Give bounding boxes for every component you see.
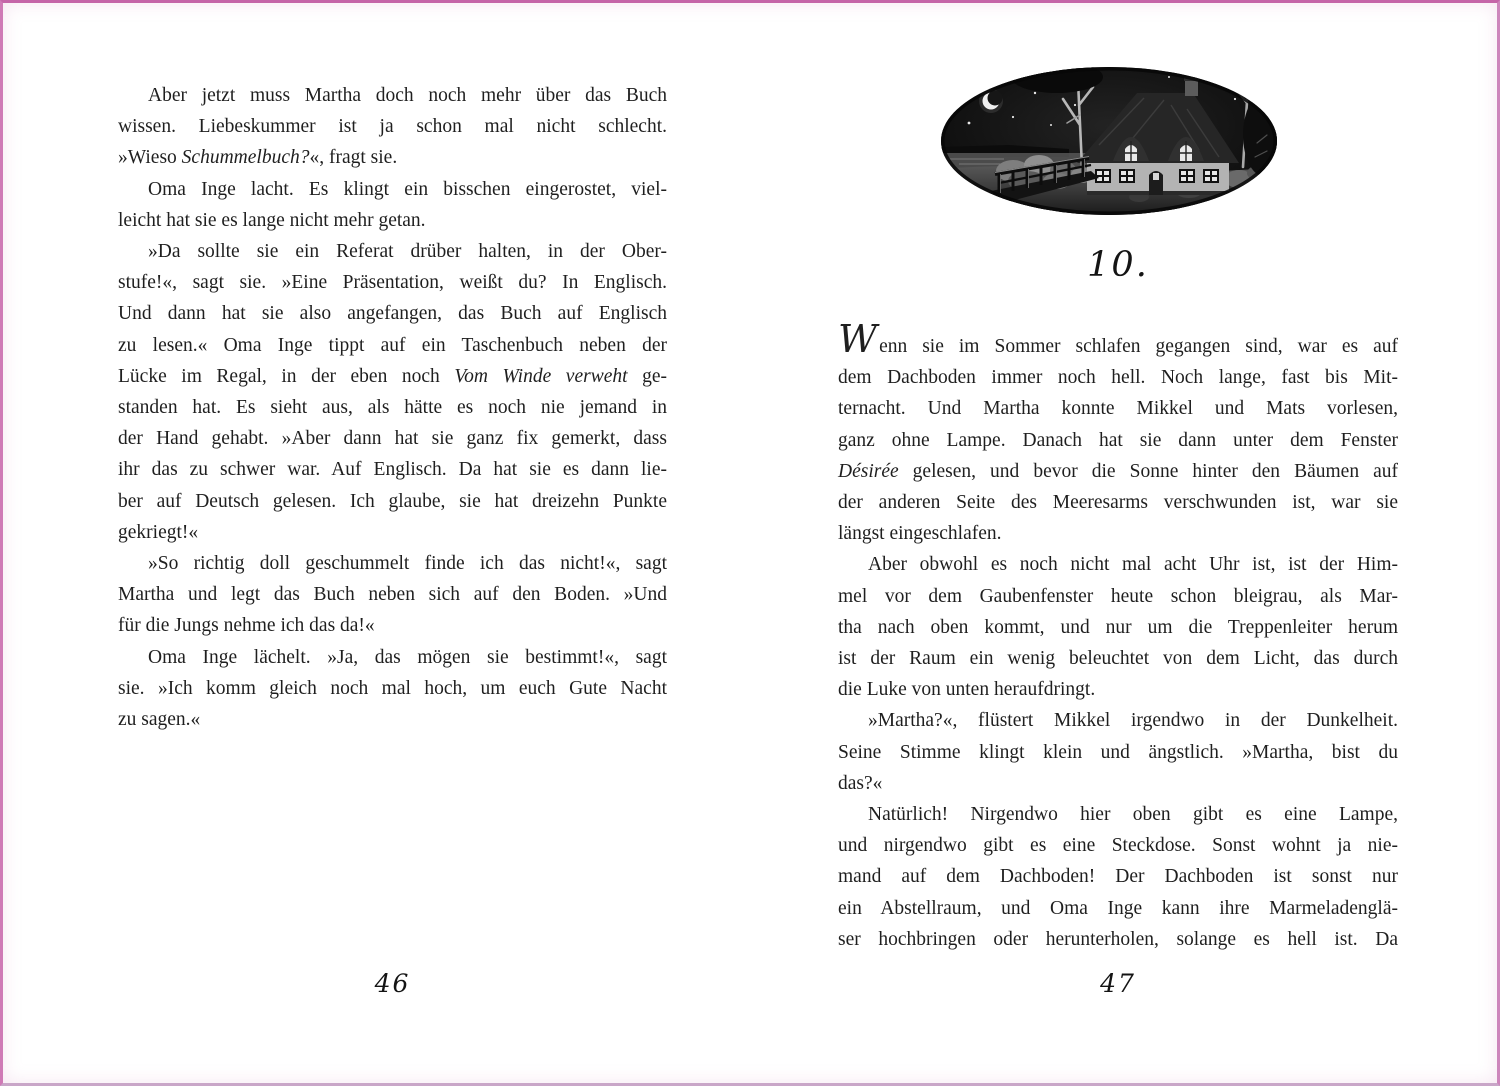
text-segment: Martha und legt das Buch neben sich auf den Boden. »Und [118,584,667,606]
text-line [118,548,667,579]
initial-capital: W [838,317,879,361]
text-line [118,111,667,142]
text-segment: der Hand gehabt. »Aber dann hat sie ganz fix gemerkt, dass [118,428,667,450]
italic-text: Schummelbuch? [181,147,310,169]
text-line [118,673,667,704]
text-line [838,893,1398,924]
text-segment: ihr das zu schwer war. Auf Englisch. Da hat sie es dann lie- [118,459,667,481]
page-right-text [838,317,1398,955]
text-segment: gekriegt!« [118,521,199,543]
text-line [118,454,667,485]
text-segment: »Wieso [118,147,182,169]
page-left-text [118,80,667,735]
text-line [118,486,667,517]
text-segment: längst eingeschlafen. [838,523,1002,545]
text-line [118,423,667,454]
text-segment: ser hochbringen oder herunterholen, solange es hell ist. Da [838,928,1398,950]
text-segment: und nirgendwo gibt es eine Steckdose. Sonst wohnt ja nie- [838,835,1398,857]
text-line [838,861,1398,892]
text-segment: Und dann hat sie also angefangen, das Buch auf Englisch [118,303,667,325]
text-segment: «, fragt sie. [309,147,398,169]
text-segment: Oma Inge lächelt. »Ja, das mögen sie bestimmt!«, sagt [148,646,667,668]
text-segment: der anderen Seite des Meeresarms verschwunden ist, war sie [838,492,1398,514]
text-segment: die Luke von unten heraufdringt. [838,679,1096,701]
text-line [118,361,667,392]
text-line [838,768,1398,799]
text-line [118,642,667,673]
text-line [838,518,1398,549]
text-line [838,612,1398,643]
text-segment: stufe!«, sagt sie. »Eine Präsentation, weißt du? In Englisch. [118,272,667,294]
text-line [838,830,1398,861]
text-line [838,799,1398,830]
text-segment: dem Dachboden immer noch hell. Noch lange, fast bis Mit- [838,367,1398,389]
chapter-illustration [939,65,1279,217]
text-segment: ist der Raum ein wenig beleuchtet von dem Licht, das durch [838,648,1398,670]
text-line [838,425,1398,456]
text-segment: ber auf Deutsch gelesen. Ich glaube, sie hat dreizehn Punkte [118,490,667,512]
text-segment: zu lesen.« Oma Inge tippt auf ein Taschenbuch neben der [118,334,667,356]
text-segment: Aber obwohl es noch nicht mal acht Uhr ist, ist der Him- [868,554,1398,576]
chapter-number: 10. [1087,245,1149,285]
text-line [118,330,667,361]
text-line [118,298,667,329]
text-line [118,392,667,423]
text-segment: Oma Inge lacht. Es klingt ein bisschen eingerostet, viel- [148,178,667,200]
text-segment: sie. »Ich komm gleich noch mal hoch, um euch Gute Nacht [118,677,667,699]
text-segment: standen hat. Es sieht aus, als hätte es noch nie jemand in [118,397,667,419]
page-number-right: 47 [1100,969,1136,998]
text-segment: mand auf dem Dachboden! Der Dachboden ist sonst nur [838,866,1398,888]
text-line [838,362,1398,393]
text-segment: enn sie im Sommer schlafen gegangen sind, war es auf [879,336,1398,357]
text-line [118,236,667,267]
text-segment: zu sagen.« [118,709,201,731]
text-line [838,487,1398,518]
text-line [838,581,1398,612]
text-segment: Aber jetzt muss Martha doch noch mehr über das Buch [148,85,667,106]
text-segment: ganz ohne Lampe. Danach hat sie dann unter dem Fenster [838,429,1398,451]
text-line [118,205,667,236]
text-segment: ternacht. Und Martha konnte Mikkel und Mats vorlesen, [838,398,1398,420]
text-segment: gelesen, und bevor die Sonne hinter den Bäumen auf [898,460,1398,482]
text-segment: das?« [838,772,883,794]
text-line [838,674,1398,705]
italic-text: Vom Winde verweht [454,365,628,387]
text-segment: »Da sollte sie ein Referat drüber halten, in der Ober- [148,241,667,263]
italic-text: Désirée [838,460,899,482]
text-line [838,317,1398,362]
text-segment: für die Jungs nehme ich das da!« [118,615,375,637]
text-line [838,456,1398,487]
text-segment: wissen. Liebeskummer ist ja schon mal nicht schlecht. [118,116,667,138]
text-segment: Lücke im Regal, in der eben noch [118,365,455,387]
text-line [118,174,667,205]
text-line [838,924,1398,955]
text-segment: Natürlich! Nirgendwo hier oben gibt es eine Lampe, [868,804,1398,826]
text-line [838,737,1398,768]
text-segment: mel vor dem Gaubenfenster heute schon bleigrau, als Mar- [838,585,1398,607]
text-segment: ge- [627,365,667,387]
text-segment: tha nach oben kommt, und nur um die Treppenleiter herum [838,616,1398,638]
text-line [118,80,667,111]
text-line [118,267,667,298]
text-segment: »So richtig doll geschummelt finde ich das nicht!«, sagt [148,553,667,575]
text-segment: »Martha?«, flüstert Mikkel irgendwo in der Dunkelheit. [868,710,1398,732]
text-line [118,517,667,548]
text-line [838,549,1398,580]
text-segment: ein Abstellraum, und Oma Inge kann ihre Marmeladenglä- [838,897,1398,919]
page-number-left: 46 [374,969,411,998]
night-cottage-illustration [939,65,1279,217]
text-line [838,705,1398,736]
text-segment: leicht hat sie es lange nicht mehr getan. [118,209,426,231]
text-segment: Seine Stimme klingt klein und ängstlich. »Martha, bist du [838,741,1398,763]
text-line [838,643,1398,674]
text-line [118,704,667,735]
text-line [118,142,667,173]
text-line [838,393,1398,424]
text-line [118,610,667,641]
text-line [118,579,667,610]
